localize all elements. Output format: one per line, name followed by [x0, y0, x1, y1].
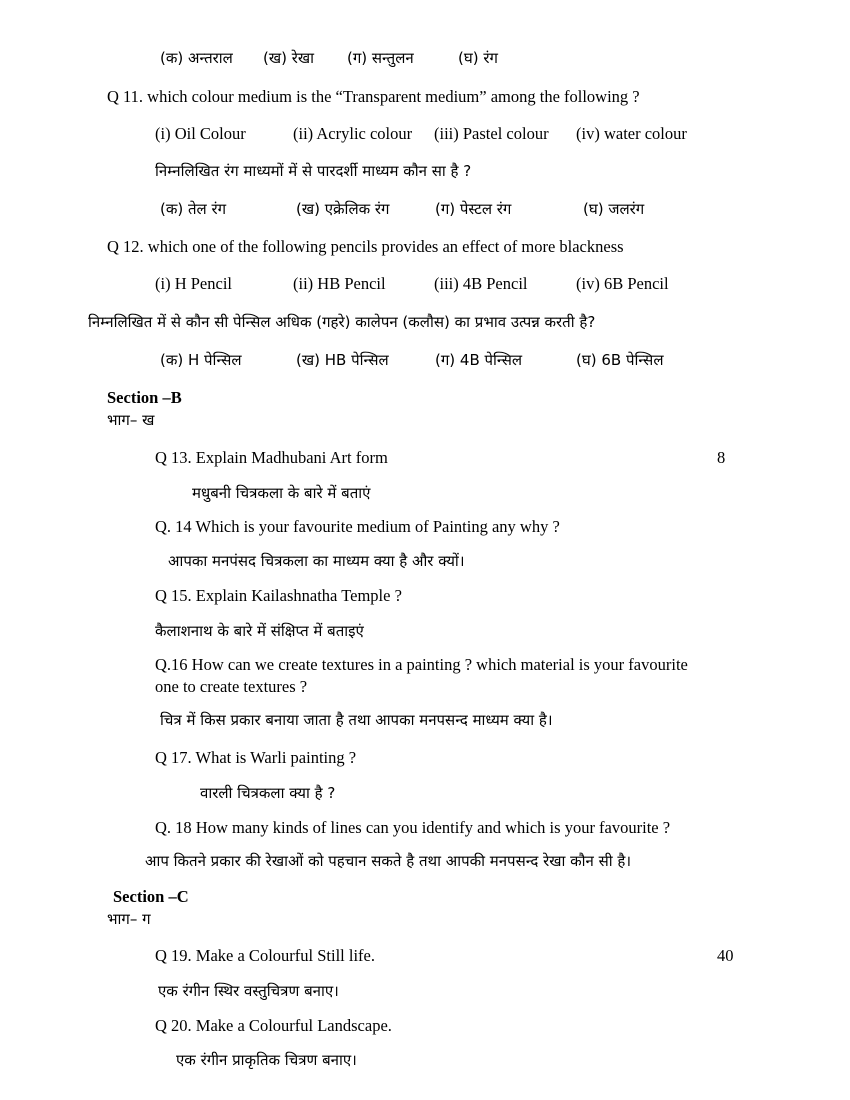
q20-question-hi: एक रंगीन प्राकृतिक चित्रण बनाए।: [176, 1051, 357, 1069]
q11-option-kha: (ख) एक्रेलिक रंग: [296, 200, 390, 218]
q10-option-ga: (ग) सन्तुलन: [347, 49, 414, 67]
q16-question-line2: one to create textures ?: [155, 677, 308, 696]
q12-option-iv: (iv) 6B Pencil: [576, 274, 669, 293]
section-b-marks: 8: [717, 448, 726, 467]
q12-option-ii: (ii) HB Pencil: [293, 274, 386, 293]
q11-option-ka: (क) तेल रंग: [160, 200, 227, 218]
q15-question: Q 15. Explain Kailashnatha Temple ?: [155, 586, 402, 605]
q10-option-ka: (क) अन्तराल: [160, 49, 233, 67]
section-c-title-hi: भाग– ग: [107, 910, 151, 928]
q14-question: Q. 14 Which is your favourite medium of Painting any why ?: [155, 517, 560, 536]
q12-option-gha: (घ) 6B पेन्सिल: [576, 351, 664, 369]
section-b-title-hi: भाग– ख: [107, 411, 155, 429]
q11-option-ga: (ग) पेस्टल रंग: [435, 200, 512, 218]
section-b-title: Section –B: [107, 388, 182, 407]
q10-option-gha: (घ) रंग: [458, 49, 498, 67]
q17-question-hi: वारली चित्रकला क्या है ?: [200, 784, 336, 802]
q16-question-hi: चित्र में किस प्रकार बनाया जाता है तथा आपका मनपसन्द माध्यम क्या है।: [160, 711, 553, 729]
q18-question: Q. 18 How many kinds of lines can you identify and which is your favourite ?: [155, 818, 671, 837]
q19-question: Q 19. Make a Colourful Still life.: [155, 946, 375, 965]
q13-question-hi: मधुबनी चित्रकला के बारे में बताएं: [192, 484, 371, 502]
q11-option-iv: (iv) water colour: [576, 124, 687, 143]
q12-question: Q 12. which one of the following pencils provides an effect of more blackness: [107, 237, 624, 256]
q11-option-ii: (ii) Acrylic colour: [293, 124, 413, 143]
q11-option-i: (i) Oil Colour: [155, 124, 246, 143]
q10-option-kha: (ख) रेखा: [263, 49, 315, 67]
q16-question: Q.16 How can we create textures in a painting ? which material is your favourite: [155, 655, 688, 674]
q12-option-i: (i) H Pencil: [155, 274, 232, 293]
q12-question-hi: निम्नलिखित में से कौन सी पेन्सिल अधिक (गहरे) कालेपन (कलौस) का प्रभाव उत्पन्न करती है?: [88, 313, 596, 331]
q20-question: Q 20. Make a Colourful Landscape.: [155, 1016, 392, 1035]
q11-option-iii: (iii) Pastel colour: [434, 124, 549, 143]
q12-option-kha: (ख) HB पेन्सिल: [296, 351, 389, 369]
q19-question-hi: एक रंगीन स्थिर वस्तुचित्रण बनाए।: [158, 982, 339, 1000]
q12-option-iii: (iii) 4B Pencil: [434, 274, 528, 293]
q17-question: Q 17. What is Warli painting ?: [155, 748, 357, 767]
q12-option-ka: (क) H पेन्सिल: [160, 351, 242, 369]
q11-question-hi: निम्नलिखित रंग माध्यमों में से पारदर्शी माध्यम कौन सा है ?: [155, 162, 472, 180]
q13-question: Q 13. Explain Madhubani Art form: [155, 448, 388, 467]
q15-question-hi: कैलाशनाथ के बारे में संक्षिप्त में बताइएं: [155, 622, 364, 640]
q11-option-gha: (घ) जलरंग: [583, 200, 645, 218]
q12-option-ga: (ग) 4B पेन्सिल: [435, 351, 523, 369]
q18-question-hi: आप कितने प्रकार की रेखाओं को पहचान सकते है तथा आपकी मनपसन्द रेखा कौन सी है।: [145, 852, 632, 870]
q14-question-hi: आपका मनपंसद चित्रकला का माध्यम क्या है और क्यों।: [168, 552, 465, 570]
section-c-title: Section –C: [113, 887, 189, 906]
section-c-marks: 40: [717, 946, 734, 965]
q11-question: Q 11. which colour medium is the “Transparent medium” among the following ?: [107, 87, 640, 106]
